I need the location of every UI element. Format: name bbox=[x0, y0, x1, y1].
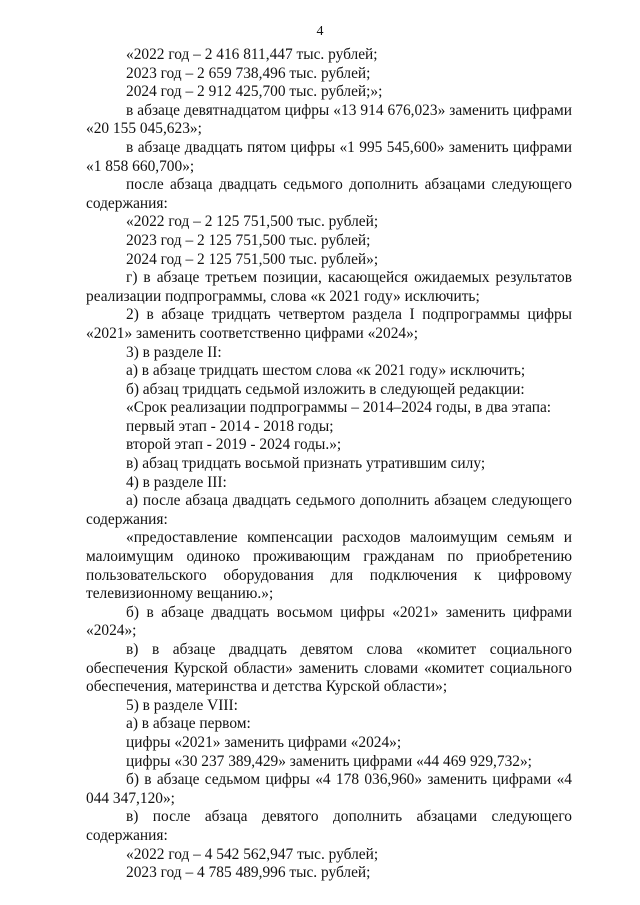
paragraph: «предоставление компенсации расходов малоимущим семьям и малоимущим одиноко проживающим гражданам по приобретению пользовательского оборудования для подключения к цифровому телевизионному вещанию.»; bbox=[86, 529, 572, 603]
paragraph: после абзаца двадцать седьмого дополнить абзацами следующего содержания: bbox=[86, 176, 572, 212]
paragraph: «Срок реализации подпрограммы – 2014–2024 годы, в два этапа: bbox=[126, 399, 552, 417]
paragraph: 2) в абзаце тридцать четвертом раздела I подпрограммы цифры «2021» заменить соответственно цифрами «2024»; bbox=[86, 306, 572, 342]
paragraph: а) после абзаца двадцать седьмого дополнить абзацем следующего содержания: bbox=[86, 492, 572, 528]
paragraph: «2022 год – 4 542 562,947 тыс. рублей; bbox=[126, 845, 379, 863]
paragraph: 2023 год – 2 659 738,496 тыс. рублей; bbox=[126, 64, 371, 82]
paragraph: б) в абзаце двадцать восьмом цифры «2021» заменить цифрами «2024»; bbox=[86, 603, 572, 640]
paragraph: в) абзац тридцать восьмой признать утратившим силу; bbox=[126, 455, 486, 473]
paragraph: 2023 год – 2 125 751,500 тыс. рублей; bbox=[126, 231, 371, 249]
paragraph: 3) в разделе II: bbox=[126, 343, 222, 361]
page-number: 4 bbox=[316, 24, 324, 39]
paragraph: «2022 год – 2 416 811,447 тыс. рублей; bbox=[126, 46, 378, 63]
paragraph: в) после абзаца девятого дополнить абзацами следующего содержания: bbox=[86, 808, 572, 844]
document-body bbox=[86, 46, 572, 883]
paragraph: а) в абзаце первом: bbox=[126, 715, 251, 733]
paragraph: первый этап - 2014 - 2018 годы; bbox=[126, 417, 334, 435]
paragraph: 2023 год – 4 785 489,996 тыс. рублей; bbox=[126, 864, 371, 882]
paragraph: а) в абзаце тридцать шестом слова «к 2021 году» исключить; bbox=[126, 362, 526, 380]
paragraph: г) в абзаце третьем позиции, касающейся ожидаемых результатов реализации подпрограммы, слова «к 2021 году» исключить; bbox=[86, 269, 572, 305]
paragraph: в абзаце двадцать пятом цифры «1 995 545,600» заменить цифрами «1 858 660,700»; bbox=[86, 138, 572, 175]
paragraph: 5) в разделе VIII: bbox=[126, 696, 238, 714]
paragraph: 4) в разделе III: bbox=[126, 473, 227, 491]
paragraph: 2024 год – 2 125 751,500 тыс. рублей»; bbox=[126, 250, 379, 268]
paragraph: 2024 год – 2 912 425,700 тыс. рублей;»; bbox=[126, 83, 383, 101]
paragraph: б) абзац тридцать седьмой изложить в следующей редакции: bbox=[126, 380, 525, 398]
paragraph: в абзаце девятнадцатом цифры «13 914 676,023» заменить цифрами «20 155 045,623»; bbox=[86, 101, 572, 138]
paragraph: «2022 год – 2 125 751,500 тыс. рублей; bbox=[126, 213, 379, 231]
paragraph: б) в абзаце седьмом цифры «4 178 036,960» заменить цифрами «4 044 347,120»; bbox=[86, 771, 572, 807]
paragraph: в) в абзаце двадцать девятом слова «комитет социального обеспечения Курской области» заменить словами «комитет социального обеспечения, материнства и детства Курской области»; bbox=[86, 641, 572, 696]
paragraph: цифры «30 237 389,429» заменить цифрами «44 469 929,732»; bbox=[126, 752, 532, 770]
paragraph: цифры «2021» заменить цифрами «2024»; bbox=[126, 733, 402, 751]
paragraph: второй этап - 2019 - 2024 годы.»; bbox=[126, 436, 342, 454]
